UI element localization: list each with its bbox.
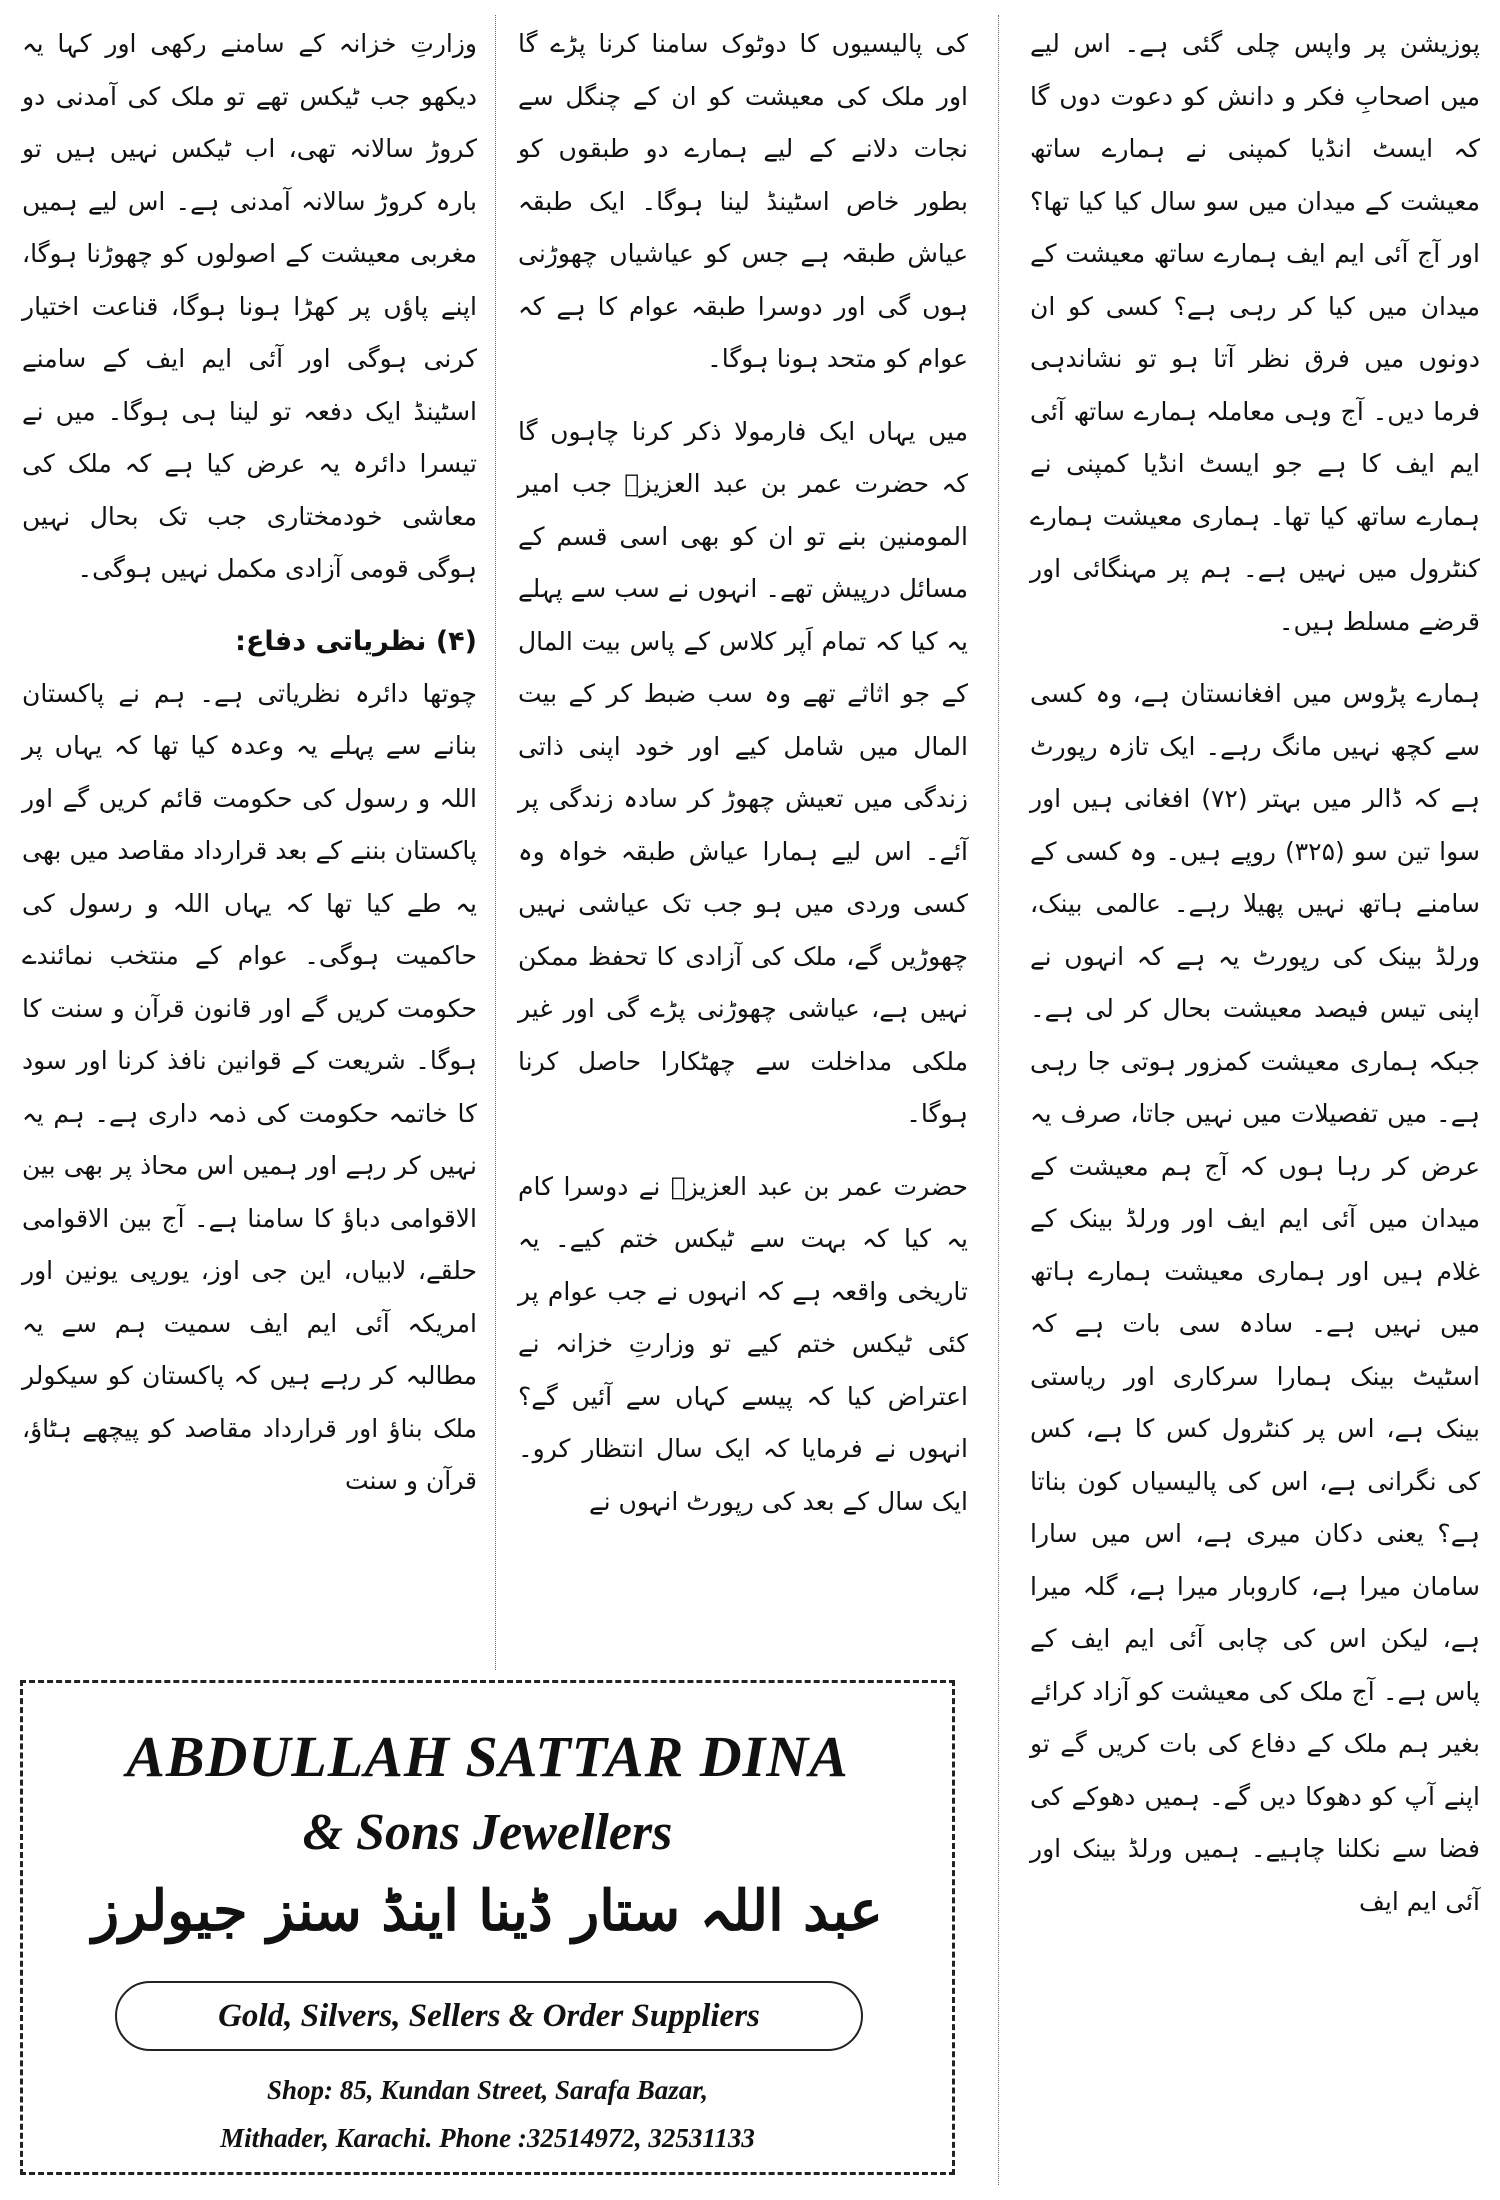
article-column-middle — [518, 18, 968, 1548]
ad-services-badge: Gold, Silvers, Sellers & Order Suppliers — [115, 1981, 863, 2051]
paragraph: میں یہاں ایک فارمولا ذکر کرنا چاہوں گا کہ حضرت عمر بن عبد العزیزؒ جب امیر المومنین بنے تو ان کو بھی اسی قسم کے مسائل درپیش تھے۔ انہوں نے سب سے پہلے یہ کیا کہ تمام اَپر کلاس کے پاس بیت المال کے جو اثاثے تھے وہ سب ضبط کر کے بیت المال میں شامل کیے اور خود اپنی ذاتی زندگی میں تعیش چھوڑ کر سادہ زندگی پر آئے۔ اس لیے ہمارا عیاش طبقہ خواہ وہ کسی وردی میں ہو جب تک عیاشی نہیں چھوڑیں گے، ملک کی آزادی کا تحفظ ممکن نہیں ہے، عیاشی چھوڑنی پڑے گی اور غیر ملکی مداخلت سے چھٹکارا حاصل کرنا ہوگا۔ — [518, 416, 968, 1128]
ad-contact: Mithader, Karachi. Phone :32514972, 32531133 — [220, 2123, 755, 2153]
paragraph: ہمارے پڑوس میں افغانستان ہے، وہ کسی سے کچھ نہیں مانگ رہے۔ ایک تازہ رپورٹ ہے کہ ڈالر میں بہتر (۷۲) افغانی ہیں اور سوا تین سو (۳۲۵) روپے ہیں۔ وہ کسی کے سامنے ہاتھ نہیں پھیلا رہے۔ عالمی بینک، ورلڈ بینک کی رپورٹ یہ ہے کہ انہوں نے اپنی تیس فیصد معیشت بحال کر لی ہے۔ جبکہ ہماری معیشت کمزور ہوتی جا رہی ہے۔ میں تفصیلات میں نہیں جاتا، صرف یہ عرض کر رہا ہوں کہ آج ہم معیشت کے میدان میں آئی ایم ایف اور ورلڈ بینک کے غلام ہیں اور ہماری معیشت ہمارے ہاتھ میں نہیں ہے۔ سادہ سی بات ہے کہ اسٹیٹ بینک ہمارا سرکاری اور ریاستی بینک ہے، اس پر کنٹرول کس کا ہے، کس کی نگرانی ہے، اس کی پالیسیاں کون بناتا ہے؟ یعنی دکان میری ہے، اس میں سارا سامان میرا ہے، کاروبار میرا ہے، گلہ میرا ہے، لیکن اس کی چابی آئی ایم ایف کے پاس ہے۔ آج ملک کی معیشت کو آزاد کرائے بغیر ہم ملک کے دفاع کی بات کریں گے تو اپنے آپ کو دھوکا دیں گے۔ ہمیں دھوکے کی فضا سے نکلنا چاہیے۔ ہمیں ورلڈ بینک اور آئی ایم ایف — [1030, 679, 1480, 1916]
section-heading: (۴) نظریاتی دفاع: — [235, 625, 477, 657]
column-divider — [998, 15, 999, 2185]
article-column-left — [22, 18, 477, 1528]
paragraph: چوتھا دائرہ نظریاتی ہے۔ ہم نے پاکستان بنانے سے پہلے یہ وعدہ کیا تھا کہ یہاں پر اللہ و رسول کی حکومت قائم کریں گے اور پاکستان بننے کے بعد قرارداد مقاصد میں بھی یہ طے کیا تھا کہ یہاں اللہ و رسول کی حاکمیت ہوگی۔ عوام کے منتخب نمائندے حکومت کریں گے اور قانون قرآن و سنت کا ہوگا۔ شریعت کے قوانین نافذ کرنا اور سود کا خاتمہ حکومت کی ذمہ داری ہے۔ ہم یہ نہیں کر رہے اور ہمیں اس محاذ پر بھی بین الاقوامی دباؤ کا سامنا ہے۔ آج بین الاقوامی حلقے، لابیاں، این جی اوز، یورپی یونین اور امریکہ آئی ایم ایف سمیت ہم سے یہ مطالبہ کر رہے ہیں کہ پاکستان کو سیکولر ملک بناؤ اور قرارداد مقاصد کو پیچھے ہٹاؤ، قرآن و سنت — [22, 678, 477, 1495]
ad-urdu-name: عبد اللہ ستار ڈینا اینڈ سنز جیولرز — [92, 1878, 883, 1944]
paragraph: پوزیشن پر واپس چلی گئی ہے۔ اس لیے میں اصحابِ فکر و دانش کو دعوت دوں گا کہ ایسٹ انڈیا کمپنی نے ہمارے ساتھ معیشت کے میدان میں سو سال کیا کیا تھا؟ اور آج آئی ایم ایف ہمارے ساتھ معیشت کے میدان میں کیا کر رہی ہے؟ کسی کو ان دونوں میں فرق نظر آتا ہو تو نشاندہی فرما دیں۔ آج وہی معاملہ ہمارے ساتھ آئی ایم ایف کا ہے جو ایسٹ انڈیا کمپنی نے ہمارے ساتھ کیا تھا۔ ہماری معیشت ہمارے کنٹرول میں نہیں ہے۔ ہم پر مہنگائی اور قرضے مسلط ہیں۔ — [1030, 29, 1480, 636]
paragraph: وزارتِ خزانہ کے سامنے رکھی اور کہا یہ دیکھو جب ٹیکس تھے تو ملک کی آمدنی دو کروڑ سالانہ تھی، اب ٹیکس نہیں ہیں تو بارہ کروڑ سالانہ آمدنی ہے۔ اس لیے ہمیں مغربی معیشت کے اصولوں کو چھوڑنا ہوگا، اپنے پاؤں پر کھڑا ہونا ہوگا، قناعت اختیار کرنی ہوگی اور آئی ایم ایف کے سامنے اسٹینڈ ایک دفعہ تو لینا ہی ہوگا۔ میں نے تیسرا دائرہ یہ عرض کیا ہے کہ ملک کی معاشی خودمختاری جب تک بحال نہیں ہوگی قومی آزادی مکمل نہیں ہوگی۔ — [22, 29, 477, 583]
ad-business-subtitle: & Sons Jewellers — [302, 1804, 673, 1861]
ad-business-name: ABDULLAH SATTAR DINA — [126, 1724, 849, 1789]
paragraph: حضرت عمر بن عبد العزیزؒ نے دوسرا کام یہ کیا کہ بہت سے ٹیکس ختم کیے۔ یہ تاریخی واقعہ ہے کہ انہوں نے جب عوام پر کئی ٹیکس ختم کیے تو وزارتِ خزانہ نے اعتراض کیا کہ پیسے کہاں سے آئیں گے؟ انہوں نے فرمایا کہ ایک سال انتظار کرو۔ ایک سال کے بعد کی رپورٹ انہوں نے — [518, 1171, 968, 1516]
article-column-right — [1030, 18, 1480, 1948]
column-divider — [495, 15, 496, 1670]
ad-address: Shop: 85, Kundan Street, Sarafa Bazar, — [266, 2075, 709, 2105]
jeweller-advertisement — [20, 1680, 955, 2175]
paragraph: کی پالیسیوں کا دوٹوک سامنا کرنا پڑے گا اور ملک کی معیشت کو ان کے چنگل سے نجات دلانے کے لیے ہمارے دو طبقوں کو بطور خاص اسٹینڈ لینا ہوگا۔ ایک طبقہ عیاش طبقہ ہے جس کو عیاشیاں چھوڑنی ہوں گی اور دوسرا طبقہ عوام کا ہے کہ عوام کو متحد ہونا ہوگا۔ — [518, 29, 968, 373]
